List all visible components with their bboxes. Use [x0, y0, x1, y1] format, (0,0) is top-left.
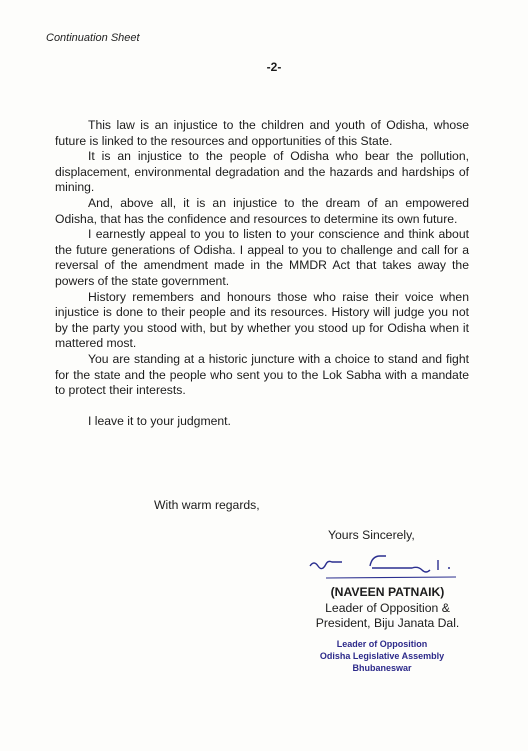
signatory-name: (NAVEEN PATNAIK) [330, 585, 445, 599]
closing-yours: Yours Sincerely, [328, 528, 415, 542]
stamp-line: Odisha Legislative Assembly [319, 651, 445, 661]
signatory-title: Leader of Opposition & [325, 600, 450, 615]
office-stamp [292, 638, 472, 674]
paragraph: This law is an injustice to the children and youth of Odisha, whose future is linked to the resources and opportunities of this State. [55, 118, 469, 148]
paragraph: And, above all, it is an injustice to the dream of an empowered Odisha, that has the confidence and resources to determine its own future. [55, 195, 469, 226]
handwritten-signature [300, 548, 470, 588]
signatory-block [300, 585, 475, 632]
closing-regards: With warm regards, [154, 498, 260, 512]
stamp-line: Leader of Opposition [336, 639, 428, 649]
signatory-title: President, Biju Janata Dal. [315, 616, 460, 631]
paragraph: It is an injustice to the people of Odisha who bear the pollution, displacement, environmental degradation and the hazards and hardships of mining. [55, 149, 469, 195]
page-number: -2- [266, 60, 282, 74]
stamp-line: Bhubaneswar [352, 663, 412, 673]
letter-body [55, 118, 469, 430]
paragraph: I leave it to your judgment. [88, 414, 231, 429]
continuation-sheet-label: Continuation Sheet [46, 32, 140, 44]
paragraph: History remembers and honours those who raise their voice when injustice is done to their people and its resources. History will judge you not by the party you stood with, but by whether you stood up for Odisha when it mattered most. [55, 289, 469, 351]
paragraph: I earnestly appeal to you to listen to your conscience and think about the future generations of Odisha. I appeal to you to challenge and call for a reversal of the amendment made in the MMDR Act that takes away the powers of the state government. [55, 227, 469, 288]
paragraph: You are standing at a historic juncture with a choice to stand and fight for the state and the people who sent you to the Lok Sabha with a mandate to protect their interests. [55, 351, 469, 398]
